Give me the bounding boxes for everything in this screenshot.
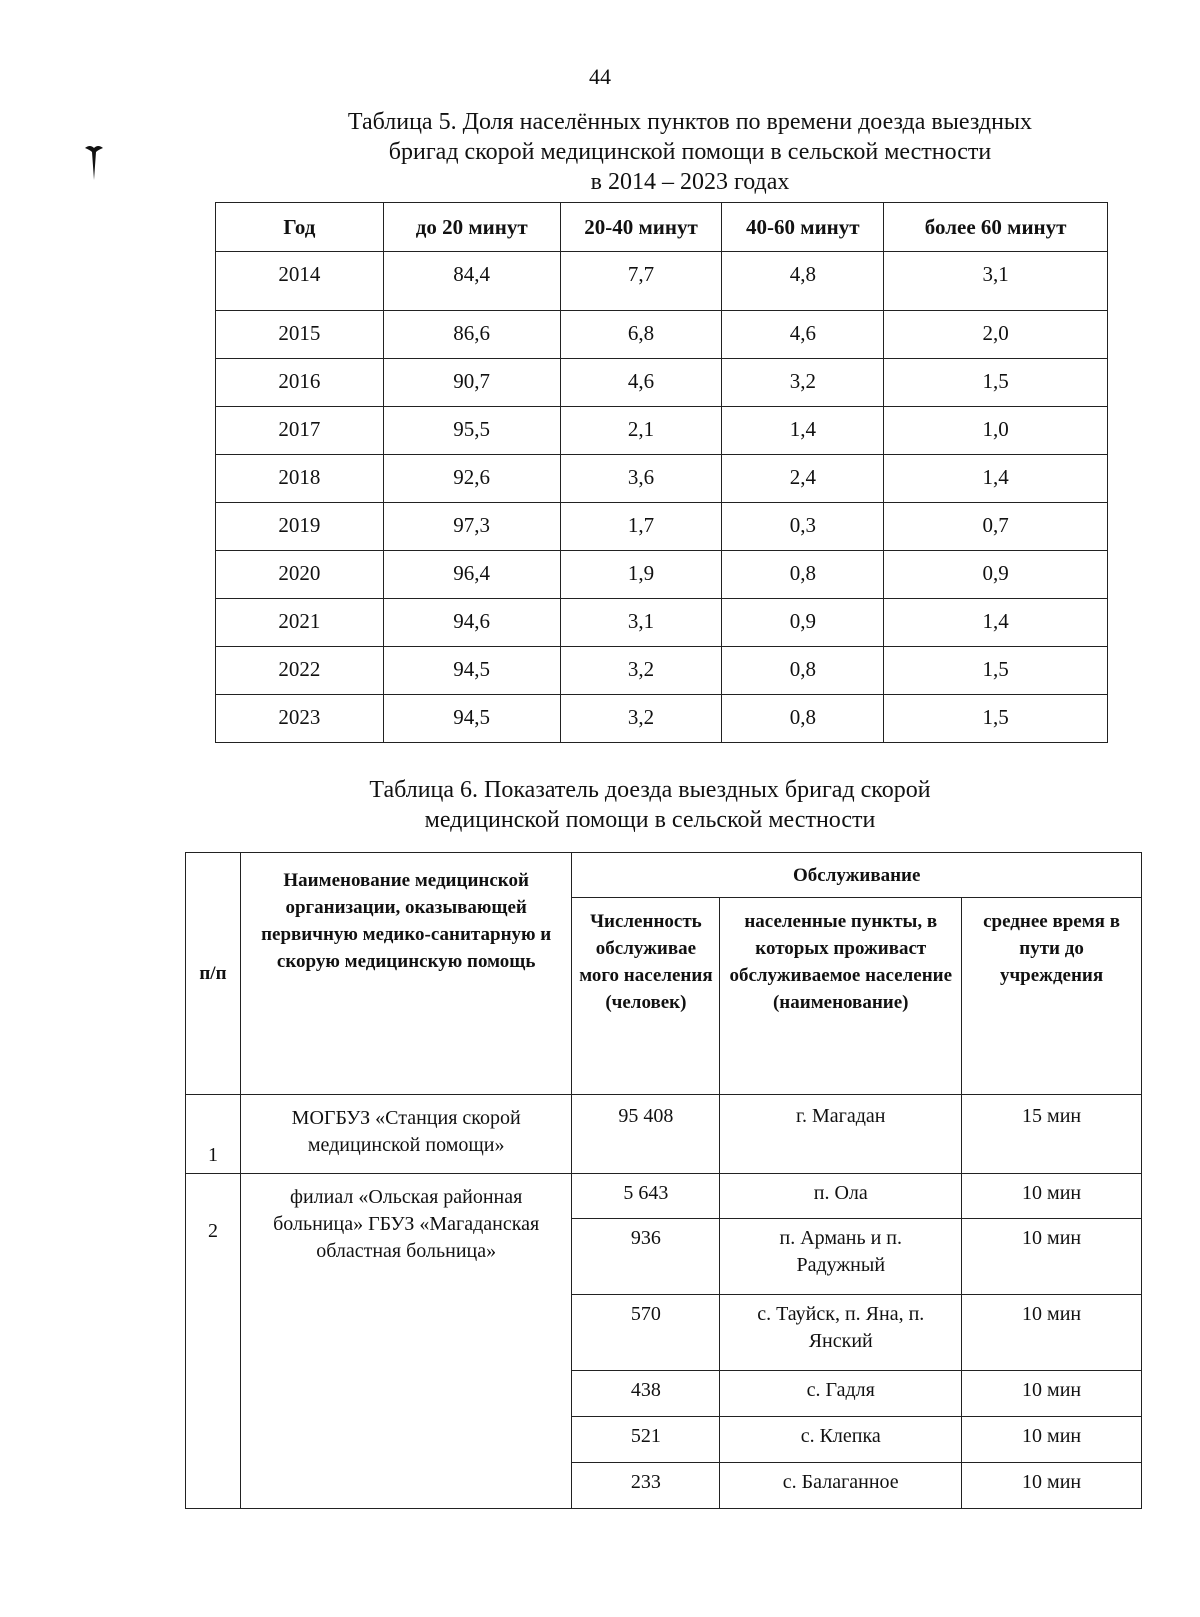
table6-settlement-cell: с. Клепка [720, 1417, 962, 1463]
table6-title [300, 775, 1000, 835]
table5-cell: 2019 [216, 503, 384, 551]
table5-cell: 2018 [216, 455, 384, 503]
table6-header-row [186, 853, 1142, 898]
table-row [216, 503, 1108, 551]
table6-settlement-cell: п. Ола [720, 1174, 962, 1219]
table6-time-cell: 10 мин [962, 1417, 1142, 1463]
table5-cell: 2020 [216, 551, 384, 599]
table5-cell: 4,6 [560, 359, 722, 407]
table5-cell: 2017 [216, 407, 384, 455]
table6-population-cell: 936 [572, 1219, 720, 1295]
table-row [216, 695, 1108, 743]
table-row [216, 311, 1108, 359]
table-row [186, 1174, 1142, 1219]
table6-num-cell: 1 [186, 1095, 241, 1174]
table5-cell: 2022 [216, 647, 384, 695]
table5-cell: 1,4 [722, 407, 884, 455]
table5-cell: 92,6 [383, 455, 560, 503]
table6-org-cell: МОГБУЗ «Станция скорой медицинской помощи» [240, 1095, 572, 1174]
table5-cell: 95,5 [383, 407, 560, 455]
table6-population-cell: 521 [572, 1417, 720, 1463]
table5-cell: 2,4 [722, 455, 884, 503]
margin-mark-icon [82, 142, 106, 182]
table5-cell: 90,7 [383, 359, 560, 407]
table6-time-cell: 10 мин [962, 1371, 1142, 1417]
table5-cell: 2014 [216, 252, 384, 311]
table6-population-cell: 95 408 [572, 1095, 720, 1174]
table5-cell: 0,8 [722, 551, 884, 599]
table5-cell: 1,4 [884, 599, 1108, 647]
table5-cell: 2021 [216, 599, 384, 647]
table5-cell: 86,6 [383, 311, 560, 359]
table5-cell: 84,4 [383, 252, 560, 311]
table6-settlement-cell: с. Балаганное [720, 1463, 962, 1509]
table6-time-cell: 10 мин [962, 1295, 1142, 1371]
table6-time-cell: 10 мин [962, 1463, 1142, 1509]
table6-settlement-cell: с. Гадля [720, 1371, 962, 1417]
table5-header-cell: 40-60 минут [722, 203, 884, 252]
table6 [185, 852, 1142, 1509]
table5-cell: 1,5 [884, 359, 1108, 407]
table5-cell: 97,3 [383, 503, 560, 551]
table6-title-line: медицинской помощи в сельской местности [424, 807, 876, 833]
table6-time-cell: 10 мин [962, 1174, 1142, 1219]
table5-cell: 0,8 [722, 695, 884, 743]
table5-cell: 7,7 [560, 252, 722, 311]
table6-settlement-cell: г. Магадан [720, 1095, 962, 1174]
table5-title-line: Таблица 5. Доля населённых пунктов по времени доезда выездных [347, 109, 1033, 135]
table6-header-org: Наименование медицинской организации, оказывающей первичную медико-санитарную и скорую медицинскую помощь [240, 853, 572, 1095]
table5-cell: 3,1 [560, 599, 722, 647]
table5-cell: 1,9 [560, 551, 722, 599]
table6-header-service: Обслуживание [572, 853, 1142, 898]
table-row [216, 551, 1108, 599]
table5-cell: 2016 [216, 359, 384, 407]
table-row [216, 647, 1108, 695]
table5-cell: 1,5 [884, 647, 1108, 695]
table5-cell: 1,5 [884, 695, 1108, 743]
table5-cell: 6,8 [560, 311, 722, 359]
table5-cell: 0,7 [884, 503, 1108, 551]
table5-cell: 2015 [216, 311, 384, 359]
table6-settlement-cell: с. Тауйск, п. Яна, п. Янский [720, 1295, 962, 1371]
table6-header-time: среднее время в пути до учреждения [962, 898, 1142, 1095]
table5-cell: 94,5 [383, 695, 560, 743]
table5-header-cell: до 20 минут [383, 203, 560, 252]
table5-title-line: в 2014 – 2023 годах [590, 169, 790, 195]
table5-title-line: бригад скорой медицинской помощи в сельской местности [388, 139, 992, 165]
page-number: 44 [589, 64, 611, 89]
table5-header-cell: более 60 минут [884, 203, 1108, 252]
table6-time-cell: 10 мин [962, 1219, 1142, 1295]
table-row [186, 1095, 1142, 1174]
table5-header-cell: 20-40 минут [560, 203, 722, 252]
table6-population-cell: 233 [572, 1463, 720, 1509]
table6-settlement-cell: п. Армань и п. Радужный [720, 1219, 962, 1295]
table-row [216, 599, 1108, 647]
table6-population-cell: 5 643 [572, 1174, 720, 1219]
table5-cell: 3,2 [560, 695, 722, 743]
table6-population-cell: 570 [572, 1295, 720, 1371]
table5-cell: 3,1 [884, 252, 1108, 311]
table6-title-line: Таблица 6. Показатель доезда выездных бригад скорой [369, 777, 931, 803]
table5-cell: 2,0 [884, 311, 1108, 359]
table5-header-row [216, 203, 1108, 252]
table-row [216, 455, 1108, 503]
table5-header-cell: Год [216, 203, 384, 252]
table5-cell: 94,6 [383, 599, 560, 647]
table5-cell: 2023 [216, 695, 384, 743]
table6-num-cell: 2 [186, 1174, 241, 1509]
table5-cell: 4,8 [722, 252, 884, 311]
table5-cell: 96,4 [383, 551, 560, 599]
table6-population-cell: 438 [572, 1371, 720, 1417]
table6-header-population: Численность обслуживае мого населения (человек) [572, 898, 720, 1095]
table5-cell: 94,5 [383, 647, 560, 695]
table5-cell: 0,3 [722, 503, 884, 551]
table6-header-settlements: населенные пункты, в которых проживаст обслуживаемое население (наименование) [720, 898, 962, 1095]
table5-cell: 0,9 [884, 551, 1108, 599]
table-row [216, 252, 1108, 311]
table5-cell: 1,7 [560, 503, 722, 551]
table-row [216, 407, 1108, 455]
table5-cell: 4,6 [722, 311, 884, 359]
table6-org-cell: филиал «Ольская районная больница» ГБУЗ «Магаданская областная больница» [240, 1174, 572, 1509]
table5-title [280, 107, 1100, 197]
table5-cell: 1,0 [884, 407, 1108, 455]
table5-cell: 3,2 [722, 359, 884, 407]
table5-cell: 3,2 [560, 647, 722, 695]
table5-cell: 0,8 [722, 647, 884, 695]
table6-time-cell: 15 мин [962, 1095, 1142, 1174]
table6-header-num: п/п [186, 853, 241, 1095]
table5-cell: 1,4 [884, 455, 1108, 503]
table5-cell: 2,1 [560, 407, 722, 455]
table-row [216, 359, 1108, 407]
table5-cell: 3,6 [560, 455, 722, 503]
table5 [215, 202, 1108, 743]
table5-cell: 0,9 [722, 599, 884, 647]
